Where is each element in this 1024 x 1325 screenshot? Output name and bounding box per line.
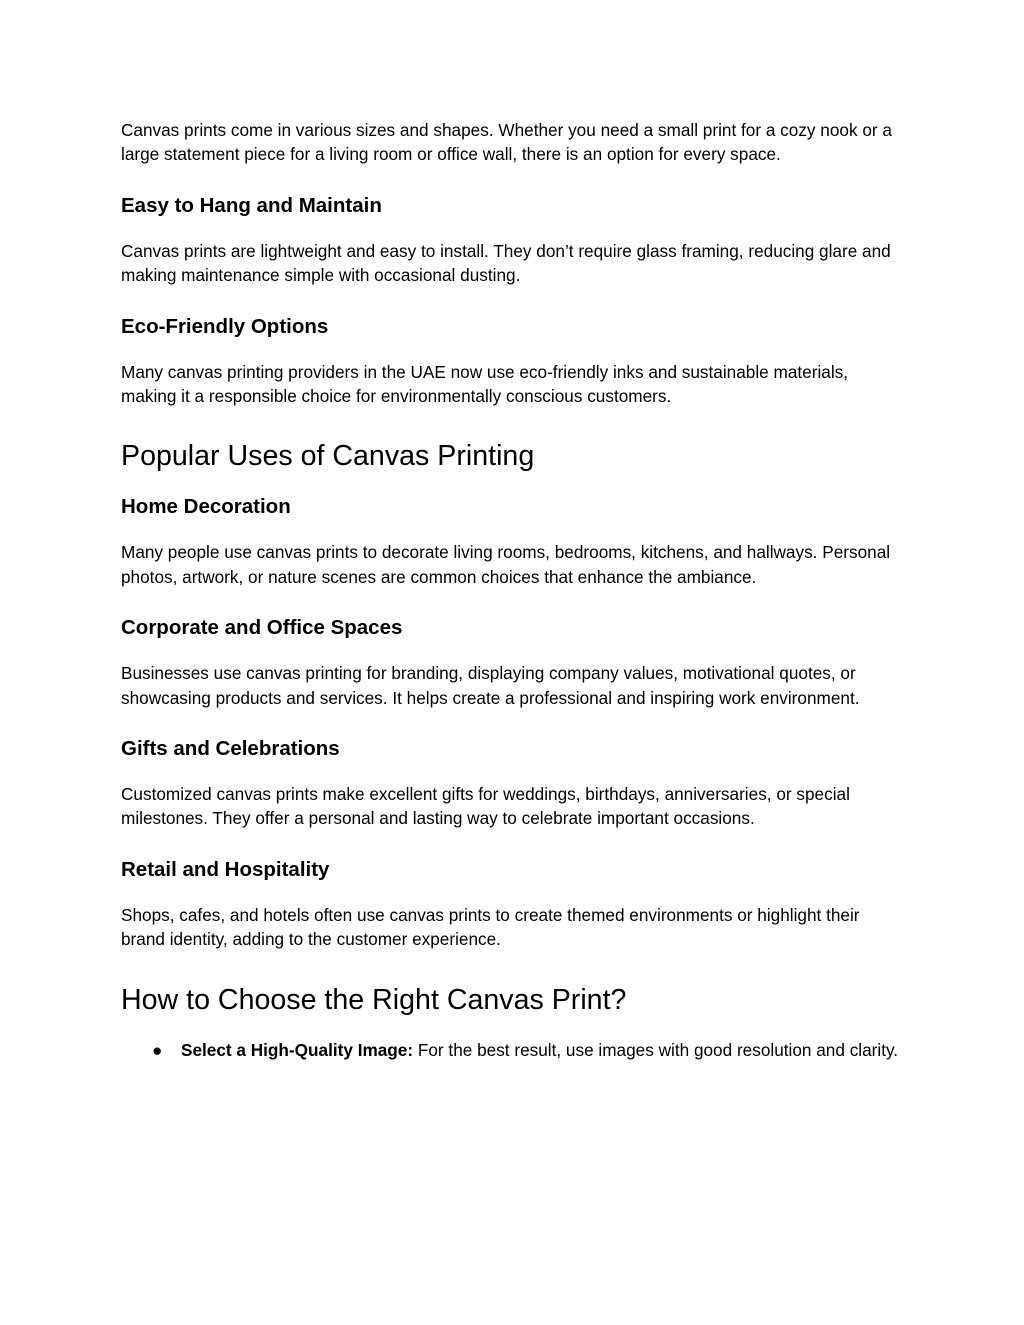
bullet-icon: ● (152, 1039, 163, 1060)
heading-home-decoration: Home Decoration (121, 495, 291, 519)
gifts-celebrations-paragraph: Customized canvas prints make excellent gifts for weddings, birthdays, anniversaries, or special milestones. They offer a personal and lasting way to celebrate important occasions. (121, 784, 850, 829)
heading-how-to-choose: How to Choose the Right Canvas Print? (121, 983, 627, 1016)
bullet-lead-text: Select a High-Quality Image: (181, 1039, 414, 1060)
corporate-office-paragraph: Businesses use canvas printing for branding, displaying company values, motivational quotes, or showcasing products and services. It helps create a professional and inspiring work environment. (121, 663, 860, 708)
heading-gifts-celebrations: Gifts and Celebrations (121, 737, 340, 761)
heading-retail-hospitality: Retail and Hospitality (121, 857, 330, 881)
retail-hospitality-paragraph: Shops, cafes, and hotels often use canvas prints to create themed environments or highlight their brand identity, adding to the customer experience. (121, 904, 860, 950)
easy-to-hang-paragraph: Canvas prints are lightweight and easy to install. They don’t require glass framing, reducing glare and making maintenance simple with occasional dusting. (121, 240, 891, 286)
choose-bullet-list (121, 1038, 906, 1062)
eco-friendly-paragraph: Many canvas printing providers in the UAE now use eco-friendly inks and sustainable materials, making it a responsible choice for environmentally conscious customers. (121, 361, 849, 407)
heading-easy-to-hang: Easy to Hang and Maintain (121, 193, 382, 217)
heading-popular-uses: Popular Uses of Canvas Printing (121, 440, 535, 473)
document-page (121, 118, 906, 1062)
heading-eco-friendly: Eco-Friendly Options (121, 314, 329, 338)
home-decoration-paragraph: Many people use canvas prints to decorate living rooms, bedrooms, kitchens, and hallways. Personal photos, artwork, or nature scenes are common choices that enhance the ambiance. (121, 542, 891, 587)
bullet-body-text: For the best result, use images with good resolution and clarity. (413, 1039, 899, 1060)
intro-paragraph: Canvas prints come in various sizes and shapes. Whether you need a small print for a cozy nook or a large statement piece for a living room or office wall, there is an option for every space. (121, 120, 892, 165)
list-item (121, 1038, 906, 1062)
heading-corporate-office: Corporate and Office Spaces (121, 616, 403, 640)
